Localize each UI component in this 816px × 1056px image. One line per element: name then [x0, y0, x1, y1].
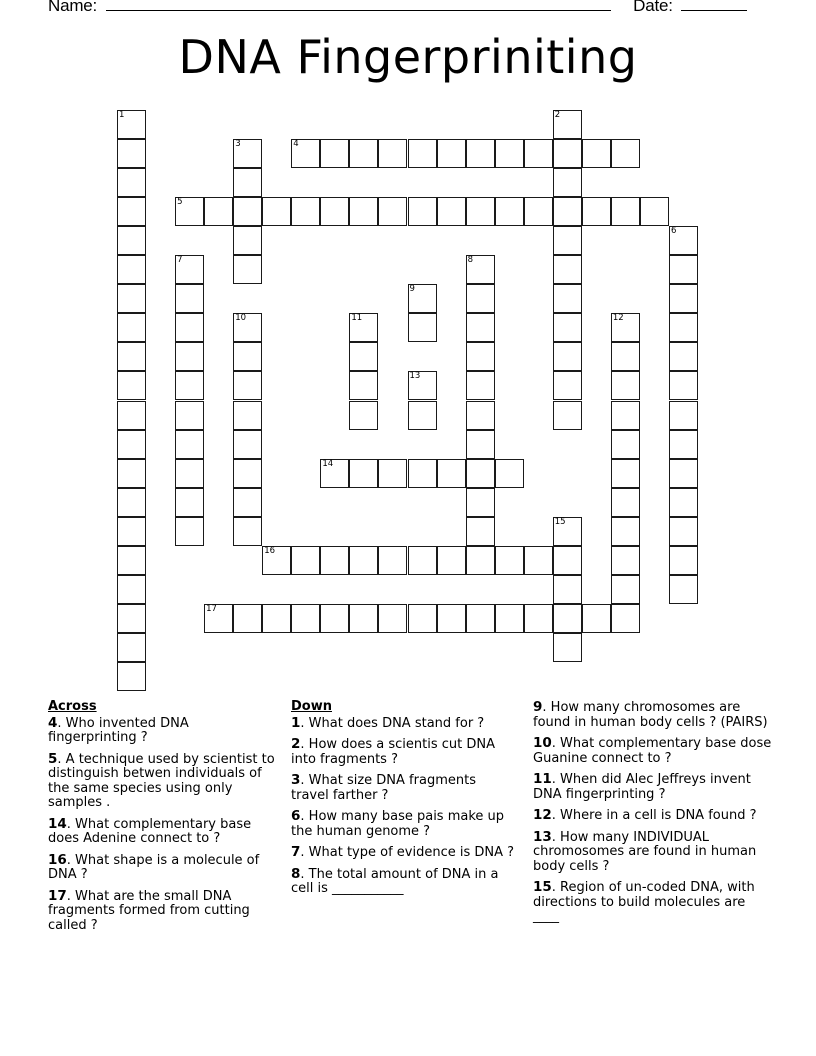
clue-number: 13	[409, 371, 421, 382]
clue-item	[291, 809, 516, 839]
clue-number: 8	[291, 865, 301, 882]
clue-item	[291, 716, 516, 732]
clue-item	[48, 752, 280, 811]
crossword-cell[interactable]	[437, 604, 466, 633]
crossword-cell[interactable]	[611, 342, 640, 371]
crossword-cell[interactable]	[175, 197, 204, 226]
crossword-cell[interactable]	[466, 604, 495, 633]
crossword-cell[interactable]	[611, 430, 640, 459]
clue-number: 1	[291, 714, 301, 731]
crossword-cell[interactable]	[466, 401, 495, 430]
clue-item	[533, 700, 773, 730]
clue-number: 7	[291, 844, 301, 860]
crossword-cell[interactable]	[611, 575, 640, 604]
crossword-cell[interactable]	[233, 342, 262, 371]
crossword-cell[interactable]	[262, 604, 291, 633]
crossword-cell[interactable]	[553, 633, 582, 662]
crossword-cell[interactable]	[233, 371, 262, 400]
clue-text: . How many INDIVIDUAL chromosomes are found in human body cells ?	[533, 829, 757, 874]
crossword-cell[interactable]	[349, 313, 378, 342]
crossword-cell[interactable]	[611, 546, 640, 575]
crossword-cell[interactable]	[117, 488, 146, 517]
crossword-cell[interactable]	[495, 604, 524, 633]
across-heading: Across	[48, 699, 97, 714]
crossword-cell[interactable]	[349, 604, 378, 633]
crossword-cell[interactable]	[175, 517, 204, 546]
clue-text: . The total amount of DNA in a cell is ___________	[291, 866, 499, 896]
crossword-cell[interactable]	[291, 546, 320, 575]
crossword-cell[interactable]	[233, 517, 262, 546]
clue-number: 12	[612, 313, 624, 324]
crossword-cell[interactable]	[262, 197, 291, 226]
crossword-cell[interactable]	[378, 604, 407, 633]
crossword-cell[interactable]	[117, 226, 146, 255]
crossword-cell[interactable]	[466, 488, 495, 517]
clue-number: 17	[206, 603, 217, 614]
crossword-cell[interactable]	[320, 546, 349, 575]
crossword-cell[interactable]	[117, 197, 146, 226]
crossword-cell[interactable]	[495, 546, 524, 575]
crossword-cell[interactable]	[669, 517, 698, 546]
crossword-cell[interactable]	[117, 139, 146, 168]
clue-item	[533, 808, 773, 824]
crossword-cell[interactable]	[408, 197, 437, 226]
crossword-cell[interactable]	[553, 604, 582, 633]
crossword-cell[interactable]	[495, 197, 524, 226]
clue-text: . How does a scientis cut DNA into fragments ?	[291, 737, 495, 767]
clue-number: 15	[554, 516, 566, 527]
crossword-cell[interactable]	[495, 459, 524, 488]
crossword-cell[interactable]	[437, 459, 466, 488]
crossword-cell[interactable]	[233, 488, 262, 517]
clue-number: 10	[533, 735, 552, 751]
crossword-cell[interactable]	[553, 517, 582, 546]
crossword-cell[interactable]	[582, 604, 611, 633]
crossword-cell[interactable]	[524, 604, 553, 633]
crossword-cell[interactable]	[408, 459, 437, 488]
crossword-cell[interactable]	[117, 430, 146, 459]
clue-number: 1	[119, 110, 125, 120]
crossword-cell[interactable]	[611, 139, 640, 168]
crossword-cell[interactable]	[117, 401, 146, 430]
crossword-cell[interactable]	[378, 139, 407, 168]
crossword-cell[interactable]	[466, 139, 495, 168]
date-label: Date:	[633, 0, 673, 15]
crossword-cell[interactable]	[349, 371, 378, 400]
crossword-cell[interactable]	[233, 313, 262, 342]
crossword-cell[interactable]	[233, 430, 262, 459]
clue-number: 17	[48, 887, 67, 904]
clue-item	[291, 867, 516, 897]
crossword-cell[interactable]	[117, 313, 146, 342]
crossword-cell[interactable]	[175, 255, 204, 284]
clue-number: 14	[48, 815, 67, 832]
crossword-cell[interactable]	[466, 197, 495, 226]
crossword-cell[interactable]	[349, 401, 378, 430]
clue-text: . Where in a cell is DNA found ?	[551, 808, 757, 823]
clue-number: 16	[264, 545, 276, 556]
crossword-cell[interactable]	[611, 517, 640, 546]
crossword-cell[interactable]	[408, 604, 437, 633]
crossword-cell[interactable]	[553, 255, 582, 284]
crossword-cell[interactable]	[408, 401, 437, 430]
crossword-cell[interactable]	[117, 168, 146, 197]
clue-number: 13	[533, 828, 552, 845]
crossword-cell[interactable]	[669, 488, 698, 517]
clue-item	[48, 817, 280, 847]
clue-number: 9	[409, 284, 415, 295]
clue-text: . When did Alec Jeffreys invent DNA fingerprinting ?	[533, 772, 751, 802]
crossword-cell[interactable]	[378, 197, 407, 226]
crossword-cell[interactable]	[582, 139, 611, 168]
crossword-cell[interactable]	[553, 313, 582, 342]
clue-item	[533, 772, 773, 802]
crossword-cell[interactable]	[349, 342, 378, 371]
crossword-cell[interactable]	[349, 197, 378, 226]
page-title: DNA Fingerpriniting	[178, 30, 638, 84]
crossword-cell[interactable]	[349, 139, 378, 168]
clue-number: 2	[554, 110, 561, 120]
clue-text: . How many chromosomes are found in human body cells ? (PAIRS)	[533, 700, 768, 730]
crossword-cell[interactable]	[175, 284, 204, 313]
crossword-cell[interactable]	[320, 459, 349, 488]
clue-text: . Who invented DNA fingerprinting ?	[48, 715, 189, 745]
crossword-cell[interactable]	[408, 139, 437, 168]
crossword-cell[interactable]	[553, 110, 582, 139]
clue-text: . What are the small DNA fragments formed from cutting called ?	[48, 888, 250, 933]
clue-number: 6	[291, 808, 301, 824]
across-clues	[48, 700, 280, 939]
crossword-cell[interactable]	[437, 139, 466, 168]
crossword-cell[interactable]	[233, 604, 262, 633]
clue-text: . How many base pais make up the human genome ?	[291, 809, 505, 839]
crossword-cell[interactable]	[349, 459, 378, 488]
clue-item	[48, 716, 280, 746]
crossword-cell[interactable]	[408, 546, 437, 575]
clue-text: . What complementary base does Adenine connect to ?	[48, 816, 252, 846]
crossword-cell[interactable]	[466, 284, 495, 313]
clue-number: 14	[322, 458, 334, 469]
crossword-cell[interactable]	[175, 459, 204, 488]
clue-text: . What shape is a molecule of DNA ?	[48, 852, 260, 882]
crossword-cell[interactable]	[349, 546, 378, 575]
crossword-cell[interactable]	[611, 313, 640, 342]
crossword-cell[interactable]	[117, 110, 146, 139]
crossword-cell[interactable]	[553, 575, 582, 604]
crossword-cell[interactable]	[117, 371, 146, 400]
clue-number: 16	[48, 851, 67, 868]
crossword-cell[interactable]	[640, 197, 669, 226]
clue-text: . Region of un-coded DNA, with directions to build molecules are ____	[533, 880, 755, 924]
clue-item	[533, 880, 773, 925]
clue-item	[533, 830, 773, 875]
clue-text: . What does DNA stand for ?	[300, 715, 485, 731]
crossword-cell[interactable]	[233, 401, 262, 430]
crossword-cell[interactable]	[669, 575, 698, 604]
crossword-cell[interactable]	[669, 255, 698, 284]
crossword-cell[interactable]	[611, 488, 640, 517]
clue-number: 15	[533, 879, 552, 895]
clue-item	[48, 889, 280, 934]
crossword-cell[interactable]	[204, 604, 233, 633]
crossword-cell[interactable]	[233, 168, 262, 197]
crossword-cell[interactable]	[611, 197, 640, 226]
crossword-cell[interactable]	[233, 255, 262, 284]
crossword-cell[interactable]	[262, 546, 291, 575]
crossword-cell[interactable]	[669, 342, 698, 371]
crossword-cell[interactable]	[378, 459, 407, 488]
crossword-cell[interactable]	[117, 284, 146, 313]
crossword-cell[interactable]	[291, 139, 320, 168]
crossword-cell[interactable]	[553, 139, 582, 168]
clue-number: 5	[48, 750, 58, 767]
clue-number: 7	[177, 255, 183, 266]
crossword-cell[interactable]	[553, 401, 582, 430]
clue-text: . What type of evidence is DNA ?	[300, 845, 515, 860]
clue-number: 11	[351, 313, 363, 324]
crossword-cell[interactable]	[669, 430, 698, 459]
crossword-cell[interactable]	[437, 197, 466, 226]
down-clues-col2	[533, 700, 773, 931]
clue-number: 3	[235, 139, 241, 150]
crossword-cell[interactable]	[117, 342, 146, 371]
crossword-cell[interactable]	[233, 459, 262, 488]
clue-number: 12	[533, 807, 552, 823]
clue-number: 2	[291, 736, 301, 752]
crossword-cell[interactable]	[669, 401, 698, 430]
crossword-cell[interactable]	[175, 371, 204, 400]
crossword-cell[interactable]	[408, 371, 437, 400]
crossword-cell[interactable]	[466, 371, 495, 400]
crossword-cell[interactable]	[233, 197, 262, 226]
crossword-cell[interactable]	[524, 139, 553, 168]
down-heading: Down	[291, 699, 332, 714]
name-label: Name:	[48, 0, 98, 15]
crossword-cell[interactable]	[117, 255, 146, 284]
crossword-cell[interactable]	[553, 284, 582, 313]
crossword-cell[interactable]	[117, 459, 146, 488]
crossword-cell[interactable]	[378, 546, 407, 575]
crossword-cell[interactable]	[669, 313, 698, 342]
crossword-cell[interactable]	[466, 313, 495, 342]
clue-item	[291, 845, 516, 861]
clue-number: 5	[177, 197, 183, 208]
crossword-cell[interactable]	[495, 139, 524, 168]
crossword-cell[interactable]	[466, 546, 495, 575]
crossword-cell[interactable]	[466, 255, 495, 284]
crossword-cell[interactable]	[175, 430, 204, 459]
crossword-cell[interactable]	[611, 401, 640, 430]
clue-item	[48, 853, 280, 883]
crossword-cell[interactable]	[553, 197, 582, 226]
crossword-cell[interactable]	[204, 197, 233, 226]
clue-item	[291, 773, 516, 803]
crossword-cell[interactable]	[117, 633, 146, 662]
crossword-cell[interactable]	[669, 226, 698, 255]
clue-number: 6	[670, 226, 677, 237]
crossword-cell[interactable]	[233, 139, 262, 168]
crossword-cell[interactable]	[175, 342, 204, 371]
crossword-cell[interactable]	[611, 371, 640, 400]
crossword-cell[interactable]	[611, 459, 640, 488]
clue-number: 4	[293, 139, 299, 150]
crossword-cell[interactable]	[466, 517, 495, 546]
clue-text: . What size DNA fragments travel farther ?	[291, 773, 476, 803]
crossword-cell[interactable]	[553, 226, 582, 255]
crossword-cell[interactable]	[669, 546, 698, 575]
crossword-cell[interactable]	[408, 313, 437, 342]
crossword-cell[interactable]	[117, 604, 146, 633]
crossword-cell[interactable]	[117, 575, 146, 604]
crossword-cell[interactable]	[524, 197, 553, 226]
crossword-cell[interactable]	[175, 401, 204, 430]
crossword-cell[interactable]	[291, 197, 320, 226]
crossword-cell[interactable]	[117, 546, 146, 575]
crossword-cell[interactable]	[466, 342, 495, 371]
clue-number: 3	[291, 772, 301, 788]
crossword-cell[interactable]	[669, 371, 698, 400]
clue-text: . What complementary base dose Guanine connect to ?	[533, 736, 772, 766]
crossword-cell[interactable]	[291, 604, 320, 633]
crossword-cell[interactable]	[611, 604, 640, 633]
crossword-cell[interactable]	[582, 197, 611, 226]
crossword-cell[interactable]	[524, 546, 553, 575]
crossword-cell[interactable]	[669, 284, 698, 313]
crossword-cell[interactable]	[320, 197, 349, 226]
crossword-cell[interactable]	[117, 662, 146, 691]
crossword-cell[interactable]	[408, 284, 437, 313]
clue-number: 10	[235, 313, 247, 324]
crossword-cell[interactable]	[553, 546, 582, 575]
crossword-cell[interactable]	[553, 342, 582, 371]
crossword-cell[interactable]	[175, 488, 204, 517]
clue-number: 8	[467, 255, 474, 266]
crossword-cell[interactable]	[553, 168, 582, 197]
clue-number: 4	[48, 714, 58, 731]
crossword-cell[interactable]	[466, 459, 495, 488]
crossword-cell[interactable]	[553, 371, 582, 400]
down-clues-col1	[291, 700, 516, 903]
crossword-cell[interactable]	[117, 517, 146, 546]
crossword-cell[interactable]	[669, 459, 698, 488]
crossword-cell[interactable]	[320, 139, 349, 168]
clue-number: 11	[533, 771, 552, 787]
crossword-cell[interactable]	[320, 604, 349, 633]
crossword-cell[interactable]	[437, 546, 466, 575]
crossword-cell[interactable]	[175, 313, 204, 342]
clue-item	[533, 736, 773, 766]
clue-text: . A technique used by scientist to distinguish betwen individuals of the same species using only samples .	[48, 751, 275, 810]
crossword-cell[interactable]	[466, 430, 495, 459]
crossword-cell[interactable]	[233, 226, 262, 255]
clue-number: 9	[533, 699, 543, 715]
clue-item	[291, 737, 516, 767]
